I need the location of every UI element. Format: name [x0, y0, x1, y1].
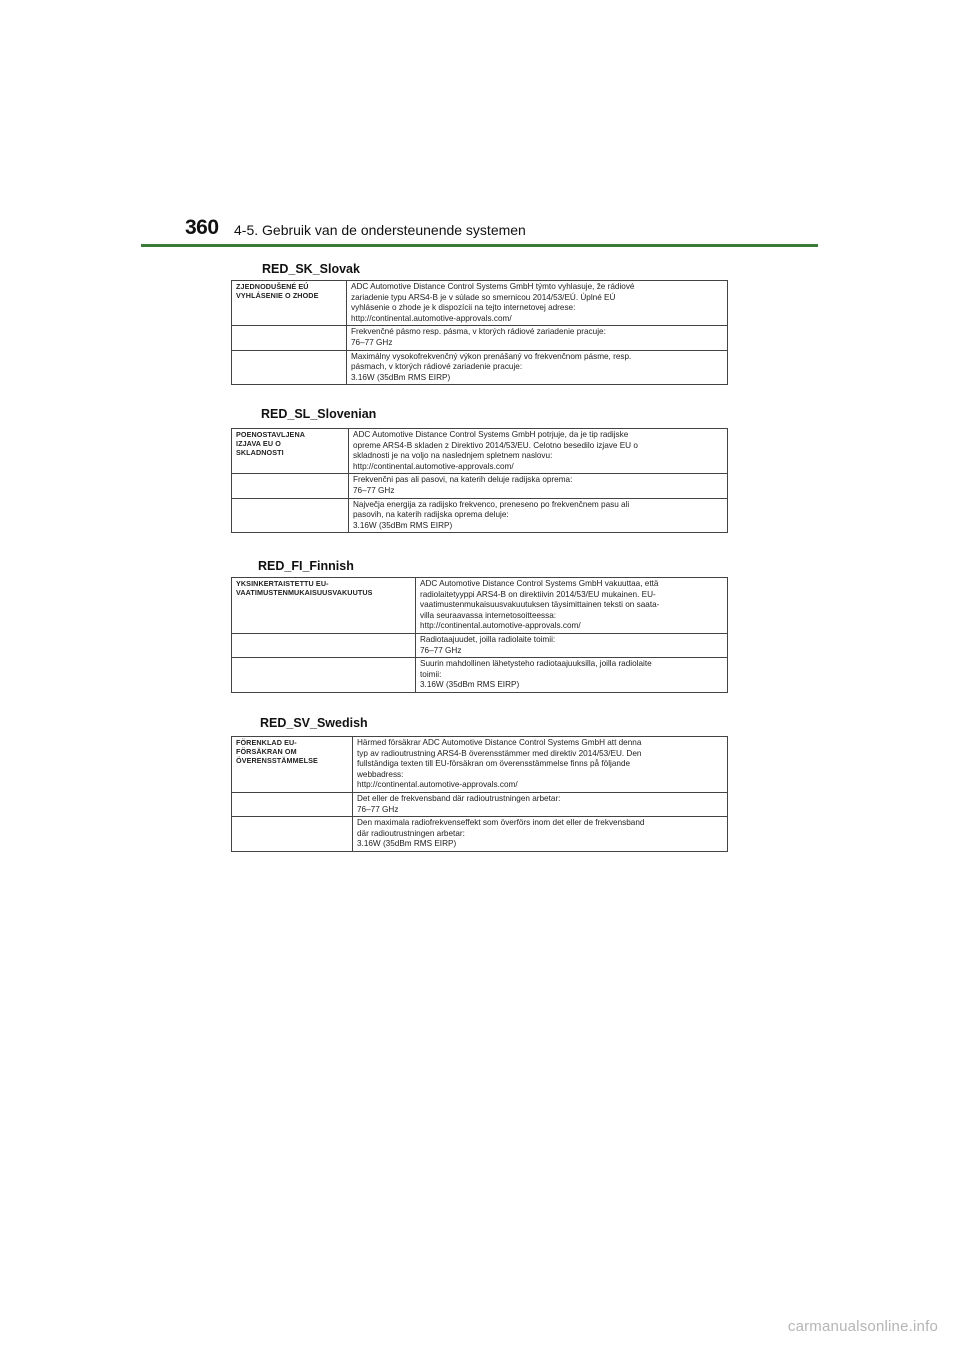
text-line: där radioutrustningen arbetar: [357, 828, 465, 838]
text-line: 3.16W (35dBm RMS EIRP) [353, 520, 453, 530]
text-cell [353, 792, 728, 816]
text-line: ADC Automotive Distance Control Systems GmbH potrjuje, da je tip radijske [353, 430, 629, 439]
table-row [232, 633, 728, 657]
label-line: SKLADNOSTI [236, 448, 284, 457]
text-cell [416, 658, 728, 693]
empty-label-cell [232, 498, 349, 533]
declaration-table [231, 736, 728, 852]
label-line: FÖRSÄKRAN OM [236, 747, 297, 756]
header-rule [141, 244, 818, 247]
label-line: POENOSTAVLJENA [236, 430, 306, 439]
url-line: http://continental.automotive-approvals.com/ [351, 313, 512, 323]
declaration-table [231, 428, 728, 533]
text-line: 76–77 GHz [351, 337, 393, 347]
section-title: RED_SV_Swedish [260, 716, 368, 730]
text-cell [349, 429, 728, 474]
table-row [232, 429, 728, 474]
empty-label-cell [232, 633, 416, 657]
declaration-table [231, 280, 728, 385]
table-row [232, 737, 728, 793]
empty-label-cell [232, 474, 349, 498]
text-line: Maximálny vysokofrekvenčný výkon prenášaný vo frekvenčnom pásme, resp. [351, 351, 632, 361]
text-line: Härmed försäkrar ADC Automotive Distance Control Systems GmbH att denna [357, 738, 642, 747]
text-line: Suurin mahdollinen lähetysteho radiotaajuuksilla, joilla radiolaite [420, 659, 652, 669]
table-row [232, 498, 728, 533]
text-cell [353, 737, 728, 793]
text-cell [353, 817, 728, 852]
label-line: ÖVERENSSTÄMMELSE [236, 756, 318, 765]
text-line: 76–77 GHz [353, 485, 395, 495]
declaration-table [231, 577, 728, 693]
text-cell [349, 474, 728, 498]
text-line: Frekvenčné pásmo resp. pásma, v ktorých rádiové zariadenie pracuje: [351, 327, 606, 337]
url-line: http://continental.automotive-approvals.com/ [357, 780, 518, 790]
text-line: webbadress: [357, 769, 404, 779]
text-line: pasovih, na katerih radijska oprema deluje: [353, 510, 509, 520]
table-row [232, 817, 728, 852]
label-cell [232, 578, 416, 634]
empty-label-cell [232, 658, 416, 693]
text-line: 3.16W (35dBm RMS EIRP) [357, 839, 457, 849]
section-title: RED_SL_Slovenian [261, 407, 377, 421]
text-line: 76–77 GHz [420, 645, 462, 655]
empty-label-cell [232, 326, 347, 350]
text-line: pásmach, v ktorých rádiové zariadenie pracuje: [351, 362, 523, 372]
text-line: toimii: [420, 669, 442, 679]
table-row [232, 658, 728, 693]
text-line: Det eller de frekvensband där radioutrustningen arbetar: [357, 793, 561, 803]
empty-label-cell [232, 792, 353, 816]
url-line: http://continental.automotive-approvals.com/ [420, 621, 581, 631]
label-line: VAATIMUSTENMUKAISUUSVAKUUTUS [236, 588, 373, 597]
label-line: VYHLÁSENIE O ZHODE [236, 291, 319, 300]
text-line: typ av radioutrustning ARS4-B överensstämmer med direktiv 2014/53/EU. Den [357, 748, 642, 758]
page-header [141, 214, 818, 248]
label-cell [232, 429, 349, 474]
table-row [232, 281, 728, 326]
url-line: http://continental.automotive-approvals.com/ [353, 461, 514, 471]
label-line: FÖRENKLAD EU- [236, 738, 297, 747]
text-line: Frekvenčni pas ali pasovi, na katerih deluje radijska oprema: [353, 475, 573, 485]
label-line: YKSINKERTAISTETTU EU- [236, 579, 329, 588]
label-line: IZJAVA EU O [236, 439, 281, 448]
text-line: ADC Automotive Distance Control Systems GmbH týmto vyhlasuje, že rádiové [351, 282, 635, 291]
text-cell [349, 498, 728, 533]
text-line: skladnosti je na voljo na naslednjem spletnem naslovu: [353, 451, 553, 461]
empty-label-cell [232, 817, 353, 852]
text-cell [347, 350, 728, 385]
text-line: villa seuraavassa internetosoitteessa: [420, 610, 557, 620]
table-row [232, 578, 728, 634]
text-line: Radiotaajuudet, joilla radiolaite toimii: [420, 634, 556, 644]
empty-label-cell [232, 350, 347, 385]
text-cell [416, 578, 728, 634]
table-row [232, 326, 728, 350]
text-line: 3.16W (35dBm RMS EIRP) [351, 372, 451, 382]
text-line: 76–77 GHz [357, 804, 399, 814]
section-title: RED_FI_Finnish [258, 559, 354, 573]
text-line: fullständiga texten till EU-försäkran om överensstämmelse finns på följande [357, 759, 631, 769]
table-row [232, 474, 728, 498]
text-line: ADC Automotive Distance Control Systems GmbH vakuuttaa, että [420, 579, 659, 588]
text-line: opreme ARS4-B skladen z Direktivo 2014/53/EU. Celotno besedilo izjave EU o [353, 440, 638, 450]
text-line: Den maximala radiofrekvenseffekt som överförs inom det eller de frekvensband [357, 818, 645, 828]
section-title: RED_SK_Slovak [262, 262, 360, 276]
text-line: radiolaitetyyppi ARS4-B on direktiivin 2014/53/EU mukainen. EU- [420, 589, 656, 599]
text-cell [347, 281, 728, 326]
text-line: vyhlásenie o zhode je k dispozícii na tejto internetovej adrese: [351, 303, 576, 313]
chapter-title: 4-5. Gebruik van de ondersteunende systemen [234, 222, 526, 238]
text-cell [347, 326, 728, 350]
page-number: 360 [185, 216, 219, 239]
text-line: vaatimustenmukaisuusvakuutuksen täysimittainen teksti on saata- [420, 600, 660, 610]
table-row [232, 792, 728, 816]
watermark: carmanualsonline.info [787, 1318, 938, 1335]
table-row [232, 350, 728, 385]
text-line: Največja energija za radijsko frekvenco, preneseno po frekvenčnem pasu ali [353, 499, 630, 509]
text-line: zariadenie typu ARS4-B je v súlade so smernicou 2014/53/EÚ. Úplné EÚ [351, 292, 616, 302]
text-line: 3.16W (35dBm RMS EIRP) [420, 680, 520, 690]
label-cell [232, 737, 353, 793]
label-cell [232, 281, 347, 326]
label-line: ZJEDNODUŠENÉ EÚ [236, 282, 309, 291]
text-cell [416, 633, 728, 657]
